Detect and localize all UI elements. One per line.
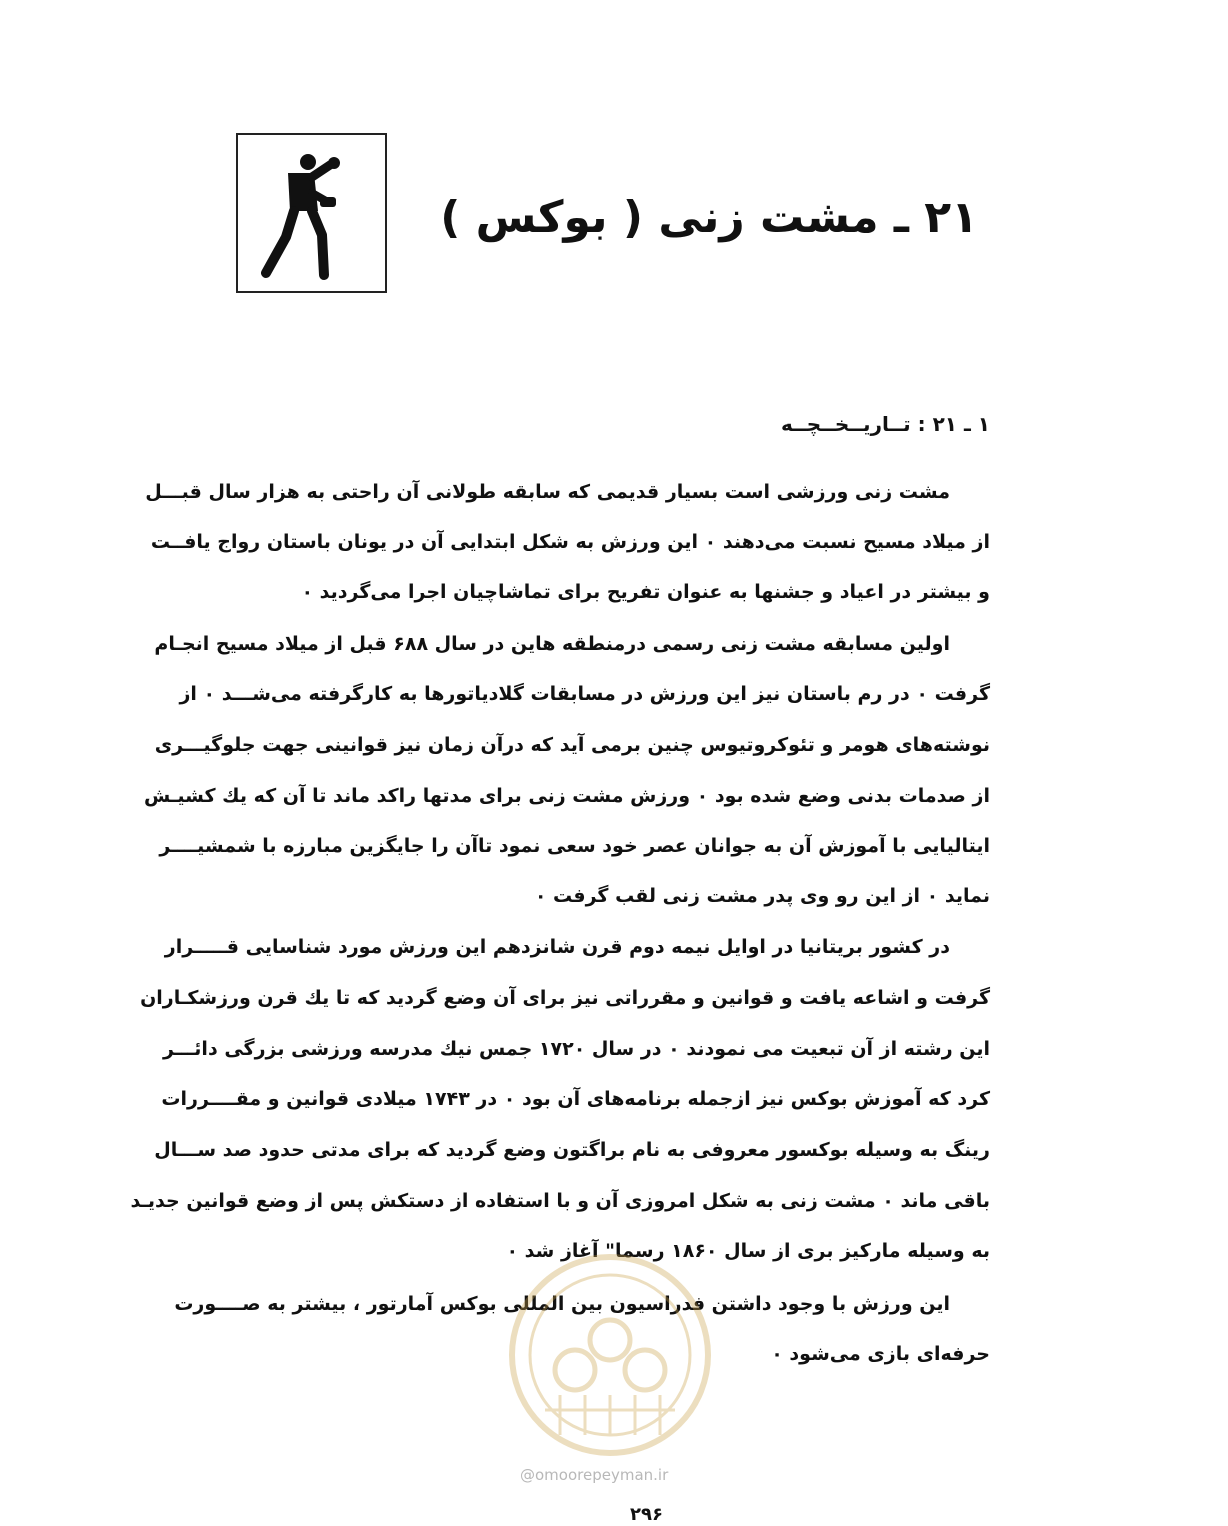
section-heading: ۱ ـ ۲۱ : تــاریــخــچــه (780, 412, 990, 436)
boxer-pictogram-frame (236, 133, 387, 293)
paragraph-line: در کشور بریتانیا در اوایل نیمه دوم قرن شانزدهم این ورزش مورد شناسایی قـــــرار (164, 936, 950, 958)
page-number: ۲۹۶ (630, 1504, 663, 1525)
paragraph-line: گرفت ۰ در رم باستان نیز این ورزش در مسابقات گلادیاتورها به کارگرفته می‌شـــد ۰ از (179, 683, 990, 705)
paragraph-line: کرد که آموزش بوکس نیز ازجمله برنامه‌های آن بود ۰ در ۱۷۴۳ میلادی قوانین و مقــــررات (161, 1088, 990, 1110)
watermark-url: @omoorepeyman.ir (520, 1466, 669, 1484)
paragraph-line: این رشته از آن تبعیت می نمودند ۰ در سال ۱۷۲۰ جمس نیك مدرسه ورزشی بزرگی دائـــر (163, 1038, 990, 1060)
paragraph-line: و بیشتر در اعیاد و جشنها به عنوان تفریح برای تماشاچیان اجرا می‌گردید ۰ (301, 581, 990, 603)
paragraph-line: گرفت و اشاعه یافت و قوانین و مقرراتی نیز برای آن وضع گردید که تا یك قرن ورزشکـاران (140, 987, 990, 1009)
chapter-title: ۲۱ ـ مشت زنی ( بوکس ) (440, 192, 978, 243)
paragraph-line: از میلاد مسیح نسبت می‌دهند ۰ این ورزش به شکل ابتدایی آن در یونان باستان رواج یافــت (150, 531, 990, 553)
paragraph-line: این ورزش با وجود داشتن فدراسیون بین المللی بوکس آمارتور ، بیشتر به صــــورت (174, 1293, 950, 1315)
paragraph-line: به وسیله مارکیز بری از سال ۱۸۶۰ رسما" آغاز شد ۰ (506, 1240, 990, 1262)
paragraph-line: رینگ به وسیله بوکسور معروفی به نام براگتون وضع گردید که برای مدتی حدود صد ســـال (154, 1139, 990, 1161)
paragraph-line: مشت زنی ورزشی است بسیار قدیمی که سابقه طولانی آن راحتی به هزار سال قبـــل (145, 481, 950, 503)
paragraph-line: نوشته‌های هومر و تئوکروتیوس چنین برمی آید که درآن زمان نیز قوانینی جهت جلوگیـــری (154, 734, 990, 756)
paragraph-line: اولین مسابقه مشت زنی رسمی درمنطقه هاین در سال ۶۸۸ قبل از میلاد مسیح انجـام (154, 633, 950, 655)
paragraph-line: حرفه‌ای بازی می‌شود ۰ (771, 1343, 990, 1365)
boxer-pictogram-icon (238, 135, 385, 291)
omoore-peyman-seal-icon (505, 1250, 715, 1460)
paragraph-line: نماید ۰ از این رو وی پدر مشت زنی لقب گرفت ۰ (534, 885, 990, 907)
paragraph-line: ایتالیایی با آموزش آن به جوانان عصر خود سعی نمود تاآن را جایگزین مبارزه با شمشیــــر (159, 835, 990, 857)
paragraph-line: از صدمات بدنی وضع شده بود ۰ ورزش مشت زنی برای مدتها راکد ماند تا آن که یك کشیـش (144, 785, 990, 807)
paragraph-line: باقی ماند ۰ مشت زنی به شکل امروزی آن و با استفاده از دستکش پس از وضع قوانین جدیـد (130, 1190, 990, 1212)
